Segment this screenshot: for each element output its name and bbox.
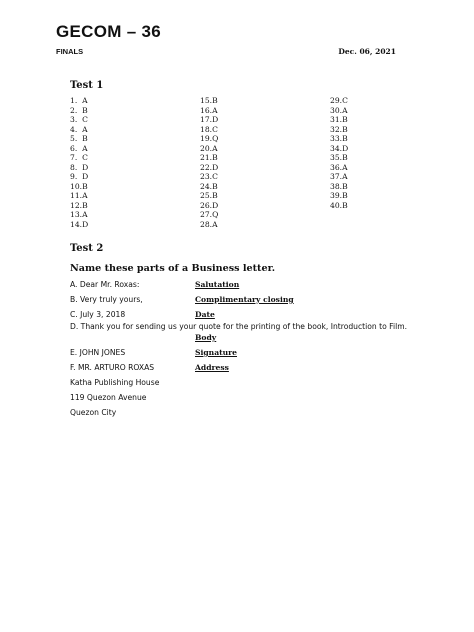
answer-item: 36.A xyxy=(330,162,348,172)
answer-item: 20.A xyxy=(200,143,218,153)
letter-part-text: E. JOHN JONES xyxy=(70,348,126,357)
answer-item: 15.B xyxy=(200,96,218,105)
address-line: 119 Quezon Avenue xyxy=(70,393,147,402)
letter-part-text: C. July 3, 2018 xyxy=(70,310,126,319)
letter-part-answer: Address xyxy=(195,363,229,372)
answer-item: 16.A xyxy=(200,105,218,115)
test2-instruction: Name these parts of a Business letter. xyxy=(70,263,276,274)
answer-item: 7. C xyxy=(70,153,88,162)
answer-item: 21.B xyxy=(200,153,218,162)
answer-item: 34.D xyxy=(330,143,349,153)
answer-item: 4. A xyxy=(70,124,88,134)
answer-item: 23.C xyxy=(200,172,218,181)
answer-item: 2. B xyxy=(70,105,88,115)
answer-item: 6. A xyxy=(70,143,88,153)
exam-type: FINALS xyxy=(56,47,84,56)
letter-part-text: B. Very truly yours, xyxy=(70,295,143,304)
answer-item: 3. C xyxy=(70,115,88,124)
answer-item: 9. D xyxy=(70,172,89,181)
answer-item: 24.B xyxy=(200,181,218,191)
document-title: GECOM – 36 xyxy=(56,22,162,41)
answers-column-3 xyxy=(330,96,348,210)
answer-item: 32.B xyxy=(330,124,348,134)
answer-item: 19.Q xyxy=(200,134,219,143)
answer-item: 27.Q xyxy=(200,210,219,219)
letter-part-answer: Date xyxy=(195,310,215,319)
answer-item: 37.A xyxy=(330,172,348,181)
test1-heading: Test 1 xyxy=(70,80,104,91)
answer-item: 28.A xyxy=(200,219,218,229)
answer-item: 11.A xyxy=(70,191,88,200)
address-line: Quezon City xyxy=(70,408,117,417)
answer-item: 5. B xyxy=(70,134,88,143)
answer-item: 8. D xyxy=(70,162,89,172)
answer-item: 18.C xyxy=(200,124,218,134)
answer-item: 17.D xyxy=(200,115,219,124)
answer-item: 1. A xyxy=(70,96,88,105)
letter-part-answer: Body xyxy=(195,333,217,342)
address-line: Katha Publishing House xyxy=(70,378,160,387)
answers-column-1 xyxy=(70,96,88,229)
answer-item: 29.C xyxy=(330,96,348,105)
answer-item: 39.B xyxy=(330,191,348,200)
answer-item: 35.B xyxy=(330,153,348,162)
answer-item: 31.B xyxy=(330,115,348,124)
answers-column-2 xyxy=(200,96,218,229)
answer-item: 14.D xyxy=(70,219,89,229)
answer-item: 30.A xyxy=(330,105,348,115)
answer-item: 40.B xyxy=(330,200,348,210)
letter-part-answer: Signature xyxy=(195,348,237,357)
letter-part-text: A. Dear Mr. Roxas: xyxy=(70,280,140,289)
answer-item: 13.A xyxy=(70,210,88,219)
letter-part-answer: Complimentary closing xyxy=(195,295,294,304)
letter-part-answer: Salutation xyxy=(195,280,240,289)
answer-item: 26.D xyxy=(200,200,219,210)
answer-item: 25.B xyxy=(200,191,218,200)
answer-item: 12.B xyxy=(70,200,88,210)
answer-item: 22.D xyxy=(200,162,219,172)
answer-item: 10.B xyxy=(70,181,88,191)
exam-date: Dec. 06, 2021 xyxy=(338,47,396,56)
letter-part-text: D. Thank you for sending us your quote for the printing of the book, Introduction to Film. xyxy=(70,322,408,331)
answer-item: 33.B xyxy=(330,134,348,143)
letter-part-text: F. MR. ARTURO ROXAS xyxy=(70,363,155,372)
answer-item: 38.B xyxy=(330,181,348,191)
test2-heading: Test 2 xyxy=(70,243,104,254)
